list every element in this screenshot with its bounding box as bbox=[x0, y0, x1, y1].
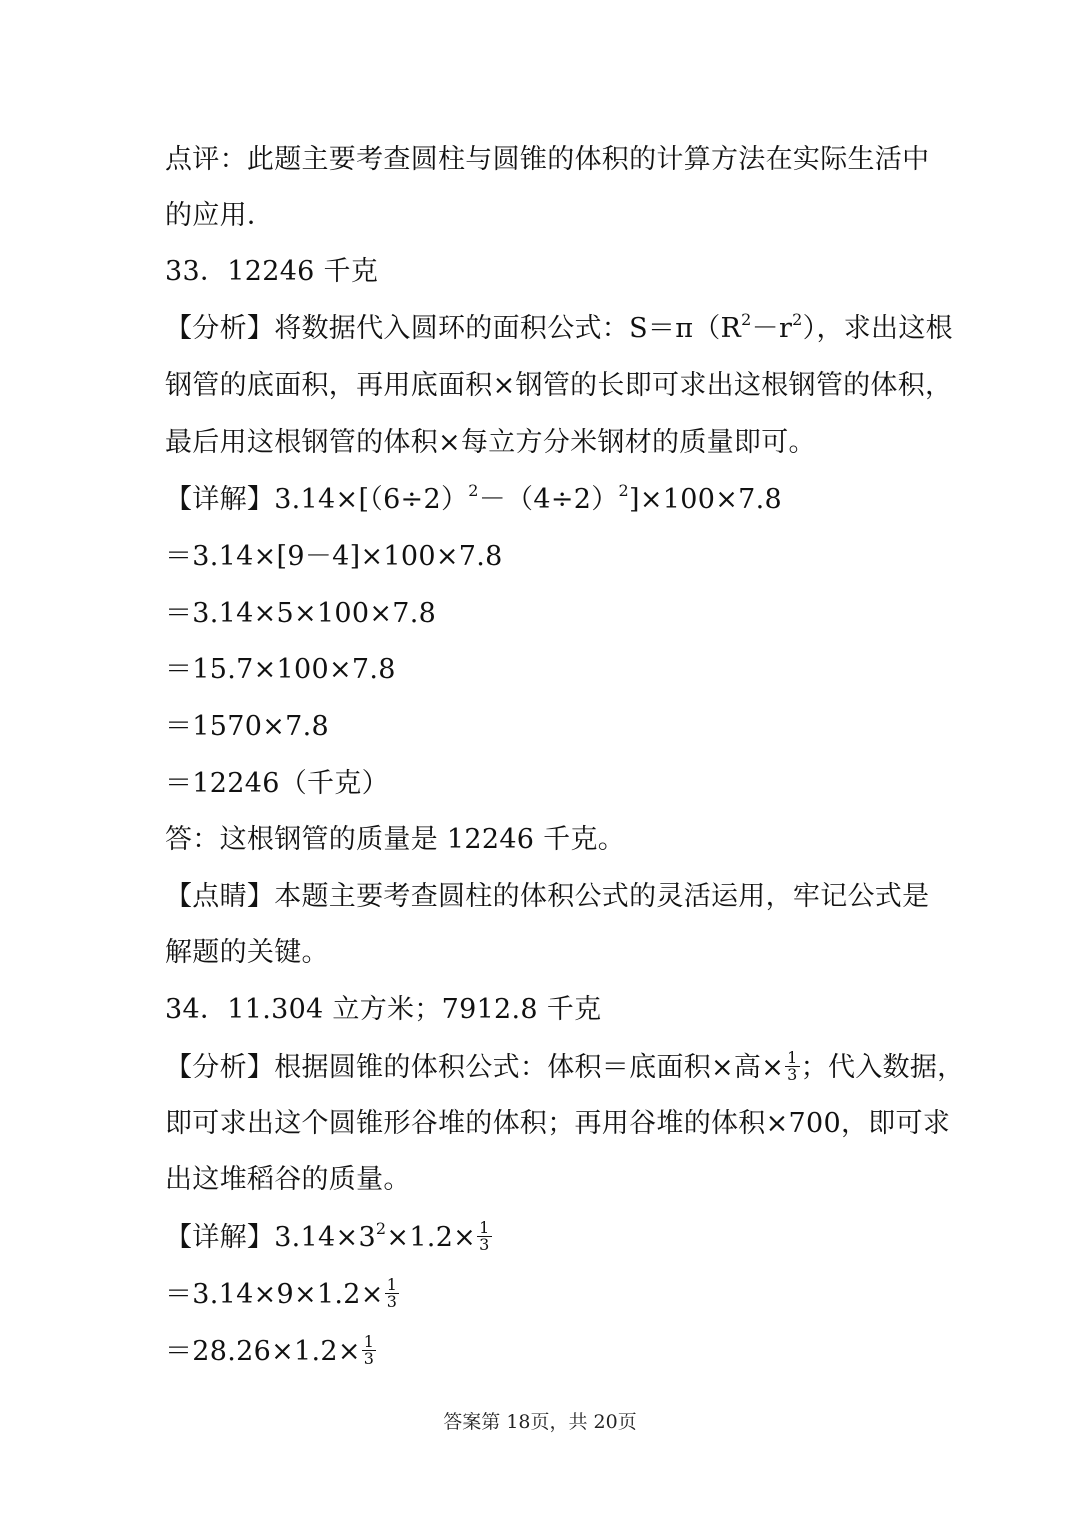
solution-34-step-1: ＝3.14×9×1.2× $\frac{1}{3}$ bbox=[165, 1275, 398, 1311]
solution-33-line-1: 【详解】$3.14\times[(6\div 2)^2-(4\div 2)^2]\times 100\times 7.8$ bbox=[165, 481, 782, 515]
answer-33-statement: 答：这根钢管的质量是 12246 千克。 bbox=[165, 824, 626, 855]
document-page bbox=[165, 0, 965, 1527]
tip-33-line-2: 解题的关键。 bbox=[165, 937, 329, 968]
answer-34-heading: 34．11.304 立方米；7912.8 千克 bbox=[165, 994, 602, 1025]
analysis-33-line-2: 钢管的底面积，再用底面积×钢管的长即可求出这根钢管的体积， bbox=[165, 370, 953, 401]
solution-33-step-1: ＝3.14×[9－4]×100×7.8 bbox=[165, 541, 503, 572]
fraction-one-third: $\frac{1}{3}$ bbox=[363, 1332, 375, 1368]
solution-34-step-2: ＝28.26×1.2× $\frac{1}{3}$ bbox=[165, 1332, 375, 1368]
analysis-34-line-1: 【分析】根据圆锥的体积公式：体积＝底面积×高× $\frac{1}{3}$ ；代入数据， bbox=[165, 1048, 965, 1084]
analysis-33-line-1: 【分析】将数据代入圆环的面积公式：$S=\pi(R^2-r^2)$，求出这根 bbox=[165, 310, 953, 344]
solution-33-step-5: ＝12246（千克） bbox=[165, 768, 389, 799]
analysis-33-line-3: 最后用这根钢管的体积×每立方分米钢材的质量即可。 bbox=[165, 427, 816, 458]
fraction-one-third: $\frac{1}{3}$ bbox=[479, 1218, 490, 1254]
fraction-one-third: $\frac{1}{3}$ bbox=[787, 1048, 798, 1084]
solution-33-step-3: ＝15.7×100×7.8 bbox=[165, 654, 396, 685]
fraction-one-third: $\frac{1}{3}$ bbox=[386, 1275, 398, 1311]
tip-33-line-1: 【点睛】本题主要考查圆柱的体积公式的灵活运用，牢记公式是 bbox=[165, 881, 930, 912]
solution-33-step-2: ＝3.14×5×100×7.8 bbox=[165, 598, 437, 629]
comment-line-2: 的应用． bbox=[165, 200, 275, 231]
comment-line-1: 点评：此题主要考查圆柱与圆锥的体积的计算方法在实际生活中 bbox=[165, 144, 930, 175]
solution-33-step-4: ＝1570×7.8 bbox=[165, 711, 329, 742]
analysis-34-line-2: 即可求出这个圆锥形谷堆的体积；再用谷堆的体积×700，即可求 bbox=[165, 1108, 951, 1139]
page-footer: 答案第 18页，共 20页 bbox=[443, 1411, 637, 1433]
analysis-34-line-3: 出这堆稻谷的质量。 bbox=[165, 1164, 411, 1195]
answer-33-heading: 33．12246 千克 bbox=[165, 256, 379, 287]
solution-34-line-1: 【详解】$3.14\times 3^2\times 1.2\times$ $\frac{1}{3}$ bbox=[165, 1218, 490, 1254]
